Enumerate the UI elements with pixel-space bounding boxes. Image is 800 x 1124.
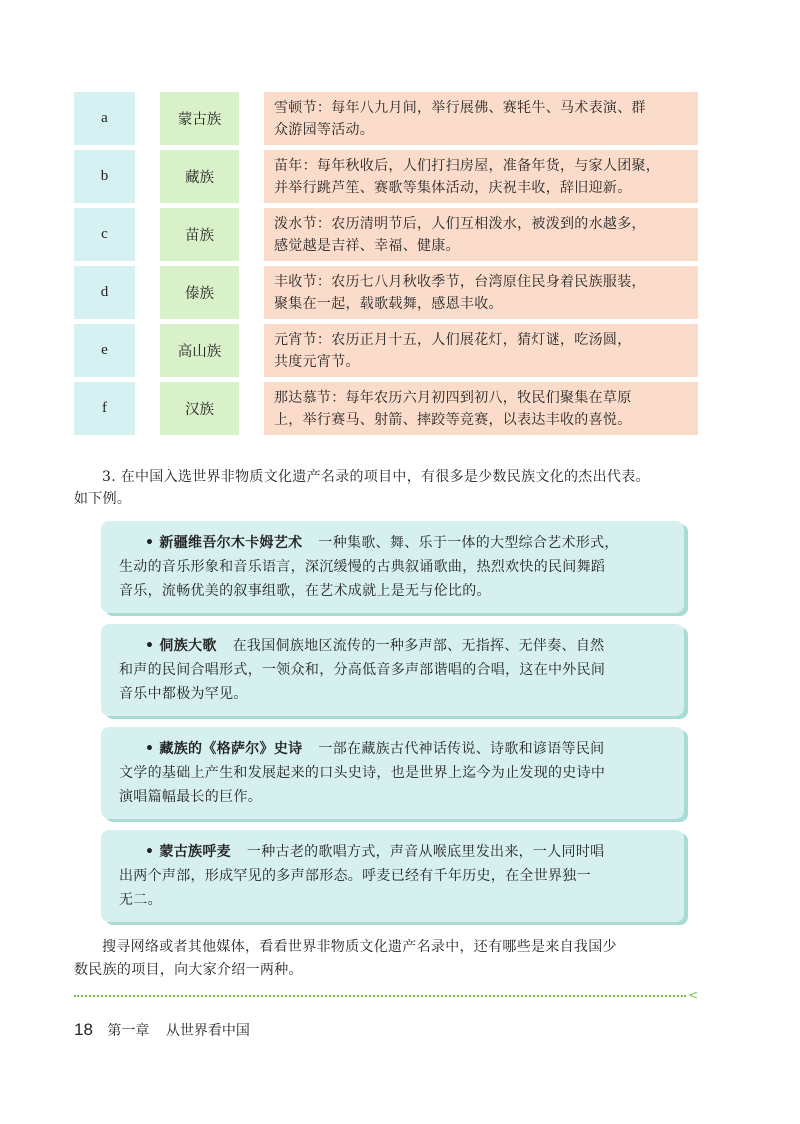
letter-cell: b — [74, 150, 135, 203]
card-title: • 藏族的《格萨尔》史诗 — [145, 741, 303, 757]
festival-cell — [264, 266, 698, 319]
card-line — [119, 737, 666, 761]
dotted-divider — [74, 995, 686, 997]
card-line — [119, 634, 666, 658]
intro-text: 3. 在中国入选世界非物质文化遗产名录的项目中，有很多是少数民族文化的杰出代表。 — [102, 469, 650, 485]
letter-cell: e — [74, 324, 135, 377]
card-text: 一种古老的歌唱方式，声音从喉底里发出来，一人同时唱 — [246, 844, 605, 860]
card-line: 文学的基础上产生和发展起来的口头史诗，也是世界上迄今为止发现的史诗中 — [119, 765, 606, 781]
matching-table — [74, 92, 698, 440]
chapter-title: 从世界看中国 — [165, 1023, 250, 1039]
festival-line: 苗年：每年秋收后，人们打扫房屋，准备年货，与家人团聚， — [274, 158, 661, 174]
card-line: 音乐，流畅优美的叙事组歌，在艺术成就上是无与伦比的。 — [119, 583, 491, 599]
festival-line: 丰收节：农历七八月秋收季节，台湾原住民身着民族服装， — [274, 274, 646, 290]
heritage-card — [101, 624, 684, 716]
page-footer — [74, 1020, 250, 1040]
festival-line: 聚集在一起，载歌载舞，感恩丰收。 — [274, 296, 503, 312]
intro-line — [74, 466, 700, 488]
heritage-card — [101, 727, 684, 819]
search-line — [74, 936, 700, 959]
card-line: 音乐中都极为罕见。 — [119, 686, 248, 702]
card-line: 无二。 — [119, 892, 162, 908]
search-line: 数民族的项目，向大家介绍一两种。 — [74, 962, 303, 978]
card-line: 出两个声部，形成罕见的多声部形态。呼麦已经有千年历史，在全世界独一 — [119, 868, 591, 884]
card-text: 在我国侗族地区流传的一种多声部、无指挥、无伴奏、自然 — [232, 638, 605, 654]
festival-cell — [264, 208, 698, 261]
chapter-label: 第一章 — [107, 1023, 150, 1039]
festival-line: 雪顿节：每年八九月间，举行展佛、赛牦牛、马术表演、群 — [274, 100, 646, 116]
table-row — [74, 382, 698, 435]
page-number: 18 — [74, 1020, 93, 1039]
festival-cell — [264, 382, 698, 435]
table-row — [74, 92, 698, 145]
table-row — [74, 208, 698, 261]
ethnic-group-cell: 高山族 — [160, 324, 239, 377]
table-row — [74, 150, 698, 203]
ethnic-group-cell: 汉族 — [160, 382, 239, 435]
festival-line: 共度元宵节。 — [274, 354, 360, 370]
search-text: 搜寻网络或者其他媒体，看看世界非物质文化遗产名录中，还有哪些是来自我国少 — [102, 939, 617, 955]
card-line: 演唱篇幅最长的巨作。 — [119, 789, 262, 805]
question-intro — [74, 466, 700, 510]
card-line: 和声的民间合唱形式，一领众和，分高低音多声部谐唱的合唱，这在中外民间 — [119, 662, 606, 678]
letter-cell: f — [74, 382, 135, 435]
ethnic-group-cell: 蒙古族 — [160, 92, 239, 145]
card-title: • 蒙古族呼麦 — [145, 844, 231, 860]
festival-line: 感觉越是吉祥、幸福、健康。 — [274, 238, 460, 254]
card-line — [119, 531, 666, 555]
letter-cell: d — [74, 266, 135, 319]
card-text: 一种集歌、舞、乐于一体的大型综合艺术形式， — [318, 535, 619, 551]
festival-line: 众游园等活动。 — [274, 122, 375, 138]
intro-line: 如下例。 — [74, 491, 132, 507]
ethnic-group-cell: 傣族 — [160, 266, 239, 319]
festival-cell — [264, 150, 698, 203]
heritage-card — [101, 830, 684, 922]
festival-line: 上，举行赛马、射箭、摔跤等竞赛，以表达丰收的喜悦。 — [274, 412, 632, 428]
card-title: • 新疆维吾尔木卡姆艺术 — [145, 535, 303, 551]
festival-line: 那达慕节：每年农历六月初四到初八，牧民们聚集在草原 — [274, 390, 632, 406]
letter-cell: a — [74, 92, 135, 145]
card-text: 一部在藏族古代神话传说、诗歌和谚语等民间 — [318, 741, 605, 757]
heritage-card — [101, 521, 684, 613]
card-title: • 侗族大歌 — [145, 638, 217, 654]
festival-cell — [264, 92, 698, 145]
festival-line: 元宵节：农历正月十五，人们展花灯，猜灯谜，吃汤圆， — [274, 332, 632, 348]
search-activity — [74, 936, 700, 982]
table-row — [74, 324, 698, 377]
festival-cell — [264, 324, 698, 377]
table-row — [74, 266, 698, 319]
festival-line: 并举行跳芦笙、赛歌等集体活动，庆祝丰收，辞旧迎新。 — [274, 180, 632, 196]
card-line: 生动的音乐形象和音乐语言，深沉缓慢的古典叙诵歌曲，热烈欢快的民间舞蹈 — [119, 559, 606, 575]
festival-line: 泼水节：农历清明节后，人们互相泼水，被泼到的水越多， — [274, 216, 646, 232]
arrow-left-icon: < — [688, 988, 699, 1002]
ethnic-group-cell: 苗族 — [160, 208, 239, 261]
card-line — [119, 840, 666, 864]
letter-cell: c — [74, 208, 135, 261]
ethnic-group-cell: 藏族 — [160, 150, 239, 203]
